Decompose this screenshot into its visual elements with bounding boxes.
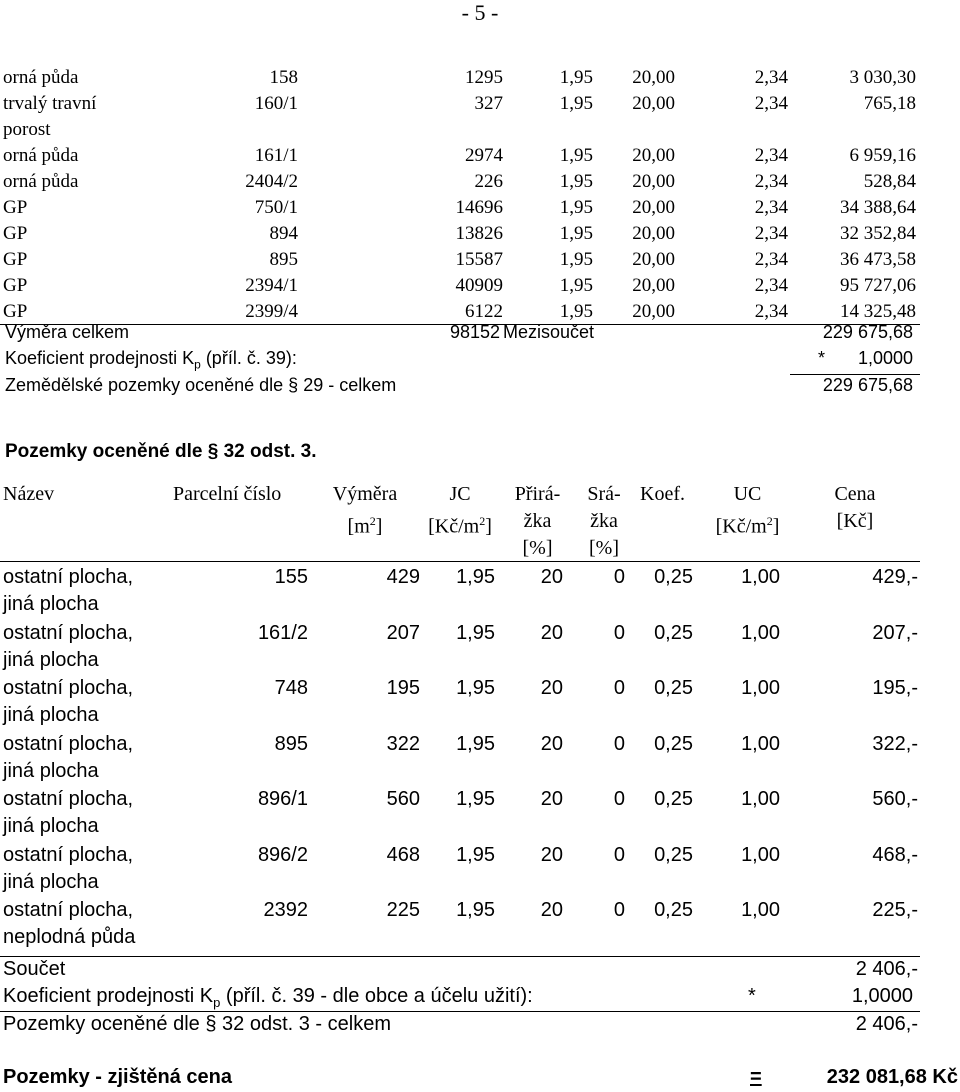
table-row (3, 247, 923, 273)
sum-value: 2 406,- (855, 958, 918, 980)
land-type: trvalý travní (3, 93, 97, 114)
unit-price-adjusted: 1,00 (741, 566, 780, 588)
coefficient: 2,34 (754, 145, 788, 166)
coefficient: 2,34 (754, 67, 788, 88)
land-type: GP (3, 197, 28, 218)
table-row (3, 195, 923, 221)
unit-price: 1,95 (559, 145, 593, 166)
coefficient: 0,25 (654, 899, 693, 921)
unit-price: 1,95 (559, 249, 593, 270)
parcel-number: 160/1 (254, 93, 298, 114)
area: 207 (386, 621, 420, 644)
coefficient: 2,34 (754, 197, 788, 218)
area: 13826 (455, 223, 503, 244)
coefficient: 0,25 (654, 677, 693, 699)
price: 3 030,30 (849, 67, 916, 88)
unit-price: 1,95 (456, 843, 495, 866)
price: 32 352,84 (840, 223, 916, 244)
agricultural-total-value: 229 675,68 (822, 375, 913, 395)
land-type-continued: jiná plocha (3, 593, 99, 615)
unit-price: 1,95 (559, 67, 593, 88)
table-row (3, 273, 923, 299)
header-discount: Srá- žka [%] (587, 483, 621, 559)
discount: 0 (613, 899, 625, 921)
table-row (3, 564, 923, 618)
area: 226 (474, 171, 503, 192)
area: 195 (386, 677, 420, 699)
grand-total-eq: = (750, 1066, 762, 1088)
area: 322 (386, 732, 420, 755)
parcel-number: 2392 (263, 899, 308, 921)
unit-price: 1,95 (456, 788, 495, 810)
price: 207,- (872, 621, 918, 644)
area: 14696 (455, 197, 503, 218)
land-type-continued: jiná plocha (3, 815, 99, 837)
subtotal-label: Mezisoučet (503, 322, 595, 342)
discount: 0 (613, 621, 625, 644)
land-type: orná půda (3, 171, 79, 192)
surcharge: 20,00 (632, 171, 675, 192)
price: 36 473,58 (840, 249, 916, 270)
coefficient: 0,25 (654, 788, 693, 810)
surcharge: 20,00 (632, 197, 675, 218)
surcharge: 20,00 (632, 275, 675, 296)
coefficient-value: 1,0000 (857, 348, 913, 368)
parcel-number: 896/2 (257, 843, 308, 866)
land-type-continued: jiná plocha (3, 870, 99, 893)
land-type: GP (3, 275, 28, 296)
unit-price: 1,95 (559, 301, 593, 322)
table-row (3, 169, 923, 195)
unit-price: 1,95 (456, 732, 495, 755)
table-row (3, 842, 923, 896)
price: 95 727,06 (840, 275, 916, 296)
table-row (3, 143, 923, 169)
parcel-number: 750/1 (254, 197, 298, 218)
land-type: orná půda (3, 67, 79, 88)
table-row (3, 897, 923, 951)
header-uc: UC $[Kč/m^2]$ (715, 483, 780, 538)
header-jc: JC $[Kč/m^2]$ (428, 483, 492, 538)
surcharge: 20,00 (632, 145, 675, 166)
discount: 0 (613, 732, 625, 755)
coefficient: 0,25 (654, 732, 693, 755)
parcel-number: 895 (269, 249, 298, 270)
land-type: ostatní plocha, (3, 566, 134, 588)
unit-price-adjusted: 1,00 (741, 621, 780, 644)
area: 40909 (455, 275, 503, 296)
discount: 0 (613, 566, 625, 588)
area: 225 (386, 899, 420, 921)
land-type: ostatní plocha, (3, 899, 134, 921)
section-heading: Pozemky oceněné dle § 32 odst. 3. (5, 441, 317, 462)
unit-price: 1,95 (559, 223, 593, 244)
unit-price: 1,95 (456, 566, 495, 588)
table-row (3, 786, 923, 840)
area: 327 (474, 93, 503, 114)
parcel-number: 2399/4 (245, 301, 298, 322)
coefficient-label: Koeficient prodejnosti $K_p$ (příl. č. 39): (5, 348, 297, 372)
land-type-continued: jiná plocha (3, 648, 99, 671)
area: 15587 (455, 249, 503, 270)
other-total-label: Pozemky oceněné dle § 32 odst. 3 - celkem (3, 1013, 391, 1035)
parcel-number: 896/1 (257, 788, 308, 810)
surcharge: 20,00 (632, 301, 675, 322)
surcharge: 20 (540, 677, 563, 699)
price: 528,84 (863, 171, 916, 192)
land-type: ostatní plocha, (3, 788, 134, 810)
land-type: ostatní plocha, (3, 843, 134, 866)
coefficient: 0,25 (654, 566, 693, 588)
header-price: Cena [Kč] (834, 483, 876, 532)
discount: 0 (613, 843, 625, 866)
coefficient: 0,25 (654, 843, 693, 866)
table-row (3, 221, 923, 247)
coefficient2-value: 1,0000 (851, 985, 913, 1007)
price: 560,- (872, 788, 918, 810)
coefficient: 2,34 (754, 275, 788, 296)
total-area-label: Výměra celkem (5, 322, 130, 342)
table-row (3, 91, 923, 117)
price: 225,- (872, 899, 918, 921)
surcharge: 20 (540, 843, 563, 866)
land-type-continued: jiná plocha (3, 704, 99, 726)
unit-price-adjusted: 1,00 (741, 677, 780, 699)
land-type: GP (3, 223, 28, 244)
sum-label: Součet (3, 958, 66, 980)
area: 468 (386, 843, 420, 866)
coefficient: 0,25 (654, 621, 693, 644)
coefficient2-label: Koeficient prodejnosti $K_p$ (příl. č. 39 - dle obce a účelu užití): (3, 985, 533, 1010)
surcharge: 20,00 (632, 67, 675, 88)
unit-price: 1,95 (456, 899, 495, 921)
coefficient-star: * (818, 348, 826, 368)
coefficient: 2,34 (754, 249, 788, 270)
price: 195,- (872, 677, 918, 699)
land-type: orná půda (3, 145, 79, 166)
unit-price-adjusted: 1,00 (741, 843, 780, 866)
price: 34 388,64 (840, 197, 916, 218)
unit-price: 1,95 (559, 171, 593, 192)
parcel-number: 158 (269, 67, 298, 88)
surcharge: 20,00 (632, 93, 675, 114)
parcel-number: 895 (274, 732, 308, 755)
header-parcel: Parcelní číslo (173, 483, 282, 505)
unit-price: 1,95 (559, 93, 593, 114)
price: 468,- (872, 843, 918, 866)
surcharge: 20,00 (632, 223, 675, 244)
parcel-number: 161/1 (254, 145, 298, 166)
subtotal-value: 229 675,68 (822, 322, 913, 342)
page-number: - 5 - (461, 0, 499, 25)
header-koef: Koef. (640, 483, 685, 505)
land-type-continued: jiná plocha (3, 759, 99, 782)
price: 6 959,16 (849, 145, 916, 166)
area: 1295 (465, 67, 503, 88)
parcel-number: 748 (274, 677, 308, 699)
total-area-value: 98152 (449, 322, 500, 342)
grand-total-label: Pozemky - zjištěná cena (3, 1066, 232, 1088)
unit-price-adjusted: 1,00 (741, 788, 780, 810)
land-type: GP (3, 249, 28, 270)
surcharge: 20,00 (632, 249, 675, 270)
area: 560 (386, 788, 420, 810)
unit-price: 1,95 (559, 197, 593, 218)
land-type: ostatní plocha, (3, 621, 134, 644)
surcharge: 20 (540, 732, 563, 755)
price: 322,- (872, 732, 918, 755)
other-total-value: 2 406,- (855, 1013, 918, 1035)
surcharge: 20 (540, 566, 563, 588)
discount: 0 (613, 788, 625, 810)
area: 2974 (465, 145, 503, 166)
area: 429 (386, 566, 420, 588)
coefficient: 2,34 (754, 171, 788, 192)
grand-total-row (750, 1064, 958, 1091)
land-type: ostatní plocha, (3, 677, 134, 699)
price: 765,18 (863, 93, 916, 114)
surcharge: 20 (540, 621, 563, 644)
coefficient: 2,34 (754, 93, 788, 114)
grand-total-value: 232 081,68 Kč (826, 1066, 958, 1088)
surcharge: 20 (540, 899, 563, 921)
land-type-continued: porost (3, 119, 51, 140)
table-row (3, 620, 923, 674)
parcel-number: 155 (274, 566, 308, 588)
unit-price-adjusted: 1,00 (741, 732, 780, 755)
parcel-number: 161/2 (257, 621, 308, 644)
parcel-number: 2394/1 (245, 275, 298, 296)
coefficient2-star: * (748, 985, 756, 1007)
table-row (3, 65, 923, 91)
unit-price: 1,95 (456, 621, 495, 644)
land-type: GP (3, 301, 28, 322)
price: 14 325,48 (840, 301, 916, 322)
parcel-number: 894 (269, 223, 298, 244)
surcharge: 20 (540, 788, 563, 810)
parcel-number: 2404/2 (245, 171, 298, 192)
table-row (3, 675, 923, 729)
area: 6122 (465, 301, 503, 322)
discount: 0 (613, 677, 625, 699)
agricultural-total-label: Zemědělské pozemky oceněné dle § 29 - celkem (5, 375, 397, 395)
land-type: ostatní plocha, (3, 732, 134, 755)
land-type-continued: neplodná půda (3, 926, 136, 948)
table2-header-divider (0, 561, 920, 562)
header-area: Výměra $[m^2]$ (332, 483, 398, 538)
coefficient: 2,34 (754, 301, 788, 322)
unit-price: 1,95 (559, 275, 593, 296)
header-surcharge: Přirá- žka [%] (514, 483, 561, 559)
table-row (3, 731, 923, 785)
coefficient: 2,34 (754, 223, 788, 244)
price: 429,- (872, 566, 918, 588)
unit-price: 1,95 (456, 677, 495, 699)
unit-price-adjusted: 1,00 (741, 899, 780, 921)
header-name: Název (3, 483, 55, 505)
